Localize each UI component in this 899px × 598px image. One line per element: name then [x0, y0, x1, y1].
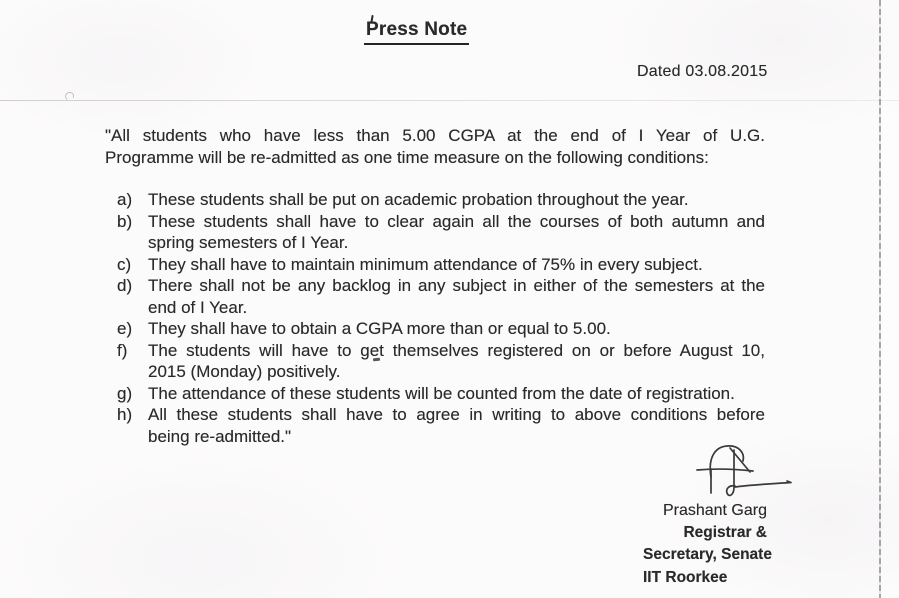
condition-item-g — [117, 383, 765, 405]
date-line: Dated 03.08.2015 — [637, 63, 768, 80]
condition-text-line: There shall not be any backlog in any subject in either of the semesters at the — [148, 276, 765, 296]
condition-label: b) — [117, 211, 133, 231]
condition-label: g) — [117, 383, 133, 403]
condition-text-line: The attendance of these students will be counted from the date of registration. — [148, 383, 735, 403]
condition-text-line: The students will have to get themselves registered on or before August 10, — [148, 340, 765, 360]
condition-text-line: They shall have to maintain minimum attendance of 75% in every subject. — [148, 254, 703, 274]
condition-text-line: These students shall be put on academic probation throughout the year. — [148, 190, 689, 209]
scan-artifact-hline — [0, 100, 899, 101]
signatory-name: Prashant Garg — [662, 502, 767, 519]
condition-text-line: spring semesters of I Year. — [148, 233, 349, 253]
condition-text-line: end of I Year. — [148, 297, 248, 317]
condition-item-b — [117, 211, 765, 254]
condition-item-c — [117, 254, 765, 276]
condition-text-line: being re-admitted." — [148, 427, 292, 447]
condition-label: h) — [117, 405, 133, 425]
condition-item-e — [117, 318, 765, 340]
intro-line: Programme will be re-admitted as one time measure on the following conditions: — [105, 147, 709, 167]
condition-label: c) — [117, 254, 132, 274]
document-title: Press Note — [364, 19, 469, 45]
condition-label: f) — [117, 340, 128, 360]
intro-paragraph — [105, 125, 765, 168]
condition-item-f — [117, 340, 765, 383]
condition-item-d — [117, 275, 765, 318]
condition-text-line: All these students shall have to agree in writing to above conditions before — [148, 405, 765, 425]
signatory-title-line: Secretary, Senate — [643, 546, 772, 564]
signatory-title-line: IIT Roorkee — [643, 568, 728, 586]
scan-artifact-vline — [879, 0, 881, 598]
intro-line: "All students who have less than 5.00 CGPA at the end of I Year of U.G. — [105, 126, 765, 145]
signature-handwriting — [690, 441, 802, 503]
signatory-title-line: Registrar & — [683, 524, 767, 542]
condition-label: e) — [117, 319, 133, 339]
condition-label: a) — [117, 190, 133, 209]
condition-text-line: These students shall have to clear again all the courses of both autumn and — [148, 211, 765, 231]
condition-text-line: They shall have to obtain a CGPA more than or equal to 5.00. — [148, 319, 611, 339]
conditions-list — [117, 189, 765, 448]
signature-block — [643, 500, 772, 589]
condition-item-h — [117, 404, 765, 447]
condition-text-line: 2015 (Monday) positively. — [148, 362, 341, 382]
condition-item-a — [117, 189, 765, 211]
condition-label: d) — [117, 276, 133, 296]
